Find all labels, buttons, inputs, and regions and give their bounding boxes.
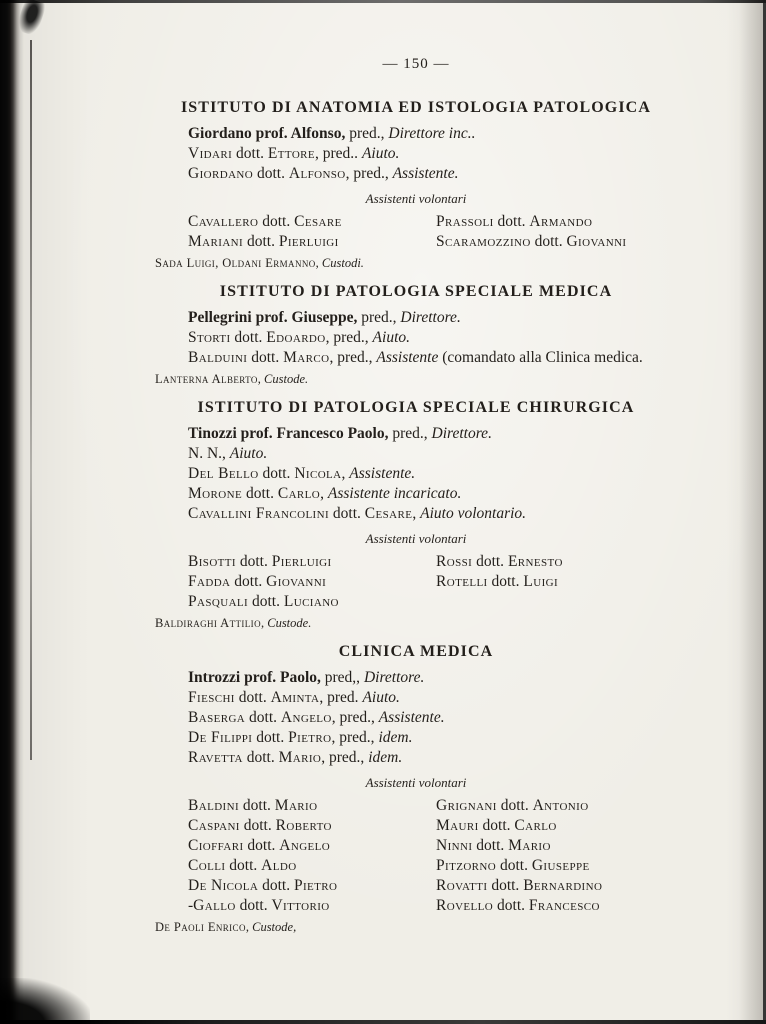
text-segment: Baldiraghi Attilio [155,616,261,630]
text-segment: Assistente. [349,465,416,482]
volunteer-line [436,876,690,896]
text-segment: De Paoli Enrico [155,920,246,934]
text-segment: Aiuto volontario. [420,505,527,522]
text-segment: Giordano prof. Alfonso, [188,125,346,142]
text-segment: dott. [472,837,509,854]
staff-line [142,708,690,728]
text-segment: Rotelli [436,573,488,590]
text-segment: dott. [230,573,267,590]
text-segment: Carlo [277,485,321,502]
text-segment: dott. [496,797,533,814]
text-segment: Antonio [532,797,589,814]
text-segment: dott. [496,857,532,874]
text-segment: Francesco [528,897,600,914]
text-segment: , pred., [325,329,373,346]
text-segment: Mario [274,797,318,814]
text-segment: Baserga [188,709,246,726]
text-segment: , [320,485,328,502]
custodian-line [142,615,690,631]
text-segment: , pred. [319,689,363,706]
text-segment: dott. [242,749,279,766]
section-title: ISTITUTO DI ANATOMIA ED ISTOLOGIA PATOLOGICA [180,99,651,116]
volunteer-column [188,796,436,916]
text-segment: Mauri [436,817,479,834]
volunteer-line [436,856,690,876]
text-segment: Fadda [188,573,231,590]
text-segment: dott. [472,553,508,570]
text-segment: Giovanni [566,233,627,250]
text-segment: Giuseppe [531,857,590,874]
text-segment: Baldini [188,797,240,814]
text-segment: , pred., [331,709,379,726]
text-segment: , [412,505,421,522]
volunteer-column [436,212,690,252]
staff-line [142,164,690,184]
text-segment: Direttore. [431,425,492,442]
text-segment: Pierluigi [278,233,339,250]
text-segment: idem. [368,749,403,766]
volunteer-line [188,572,436,592]
volunteer-line [188,212,436,232]
custodian-line [142,255,690,271]
text-segment: Morone [188,485,243,502]
text-segment: Del Bello [188,465,259,482]
volunteer-line [436,232,690,252]
text-segment: dott. [248,593,284,610]
text-segment: Introzzi prof. Paolo, [188,669,321,686]
text-segment: Cesare [294,213,342,230]
text-segment: Angelo [280,709,332,726]
text-segment: Custode. [267,616,312,630]
text-segment: dott. [258,213,295,230]
text-segment: Mario [278,749,322,766]
text-segment: Pietro [288,729,332,746]
text-segment: Angelo [279,837,331,854]
text-segment: dott. [230,329,267,346]
volunteer-line [436,572,690,592]
text-segment: Pierluigi [271,553,332,570]
text-segment: dott. [253,165,289,182]
volunteer-line [188,232,436,252]
text-segment: Pietro [293,877,338,894]
page-curl-shade [739,0,763,1024]
text-segment: De Nicola [188,877,259,894]
text-segment: Mariani [188,233,244,250]
text-segment: Ninni [436,837,473,854]
volunteer-line [436,836,690,856]
text-segment: Direttore. [363,669,425,686]
text-segment: Assistente. [378,709,445,726]
text-segment: Bisotti [188,553,236,570]
text-segment: Storti [188,329,231,346]
text-segment: Assistente incaricato. [327,485,462,502]
text-segment: dott. [530,233,567,250]
text-segment: Carlo [514,817,557,834]
volunteer-line [188,816,436,836]
text-segment: Caspani [188,817,240,834]
text-segment: dott. [232,145,268,162]
text-segment: Tinozzi prof. Francesco Paolo, [188,425,389,442]
text-segment: Sada Luigi, Oldani Ermanno [155,256,316,270]
text-segment: dott. [493,213,530,230]
text-segment: Aiuto. [362,689,400,706]
text-segment: Aldo [261,857,297,874]
spine-crease-line [30,40,32,760]
text-segment: Mario [508,837,551,854]
scan-edge-top [0,0,766,3]
text-segment: , [245,920,253,934]
text-segment: dott. [487,573,524,590]
text-segment: Cavallero [188,213,259,230]
binding-edge-shadow [0,0,24,1024]
text-segment: dott. [329,505,365,522]
volunteer-line [188,856,436,876]
volunteer-line [188,836,436,856]
text-segment: Balduini [188,349,248,366]
text-segment: Edoardo [266,329,326,346]
text-segment: Aiuto. [372,329,411,346]
text-segment: Assistente. [392,165,459,182]
text-segment: Cioffari [188,837,244,854]
volunteer-column [188,212,436,252]
text-segment: Ravetta [188,749,243,766]
text-segment: Colli [188,857,226,874]
text-segment: Gallo [193,897,236,914]
text-segment: dott. [258,465,295,482]
text-segment: dott. [243,837,280,854]
text-segment: Pasquali [188,593,249,610]
text-segment: , [341,465,350,482]
text-segment: Luigi [523,573,559,590]
volunteer-column [436,552,690,612]
text-segment: Pitzorno [436,857,497,874]
text-segment: , pred., [331,729,379,746]
text-segment: Rovatti [436,877,488,894]
text-segment: Nicola [294,465,342,482]
custodian-line [142,371,690,387]
institute-section [142,283,690,387]
text-segment: dott. [487,877,524,894]
text-segment: dott. [242,485,278,502]
section-title: ISTITUTO DI PATOLOGIA SPECIALE MEDICA [219,283,613,300]
volunteer-line [436,552,690,572]
text-segment: Luciano [283,593,339,610]
staff-line [142,444,690,464]
staff-line [142,484,690,504]
volunteer-line [188,876,436,896]
volunteer-line [436,212,690,232]
institute-section [142,643,690,935]
staff-line [142,348,690,368]
text-segment: Rovello [436,897,494,914]
staff-line [142,668,690,688]
text-segment: dott. [245,709,281,726]
volunteer-line [436,796,690,816]
text-segment: Armando [529,213,593,230]
scan-corner-blob [0,978,90,1024]
volunteers-heading: Assistenti volontari [365,531,467,546]
text-segment: Cesare [364,505,413,522]
text-segment: Fieschi [188,689,235,706]
text-segment: pred., [357,309,401,326]
text-segment: Bernardino [523,877,603,894]
text-segment: dott. [252,729,289,746]
text-segment: dott. [258,877,294,894]
text-segment: Roberto [275,817,332,834]
text-segment: Custodi. [321,256,364,270]
text-segment: De Filippi [188,729,253,746]
volunteer-line [188,592,436,612]
text-segment: Aminta [270,689,320,706]
text-segment: Custode, [252,920,297,934]
staff-line [142,308,690,328]
staff-line [142,144,690,164]
text-segment: dott. [493,897,529,914]
volunteer-column [188,552,436,612]
volunteer-line [188,896,436,916]
text-segment: Lanterna Alberto [155,372,258,386]
section-title: ISTITUTO DI PATOLOGIA SPECIALE CHIRURGICA [197,399,635,416]
text-segment: Ettore [267,145,316,162]
text-segment: , pred.. [315,145,362,162]
institute-section [142,99,690,271]
text-segment: Assistente [376,349,439,366]
volunteer-line [436,896,690,916]
volunteer-columns [188,796,690,916]
text-segment: , pred., [321,749,369,766]
text-segment: Prassoli [436,213,494,230]
text-segment: , [315,256,322,270]
page-content [142,56,690,937]
text-segment: (comandato alla Clinica medica. [438,349,643,366]
text-segment: , [257,372,265,386]
text-segment: Marco [283,349,330,366]
text-segment: N. N., [188,445,230,462]
text-segment: pred., [345,125,389,142]
text-segment: pred., [388,425,432,442]
text-segment: Scaramozzino [436,233,531,250]
text-segment: dott. [234,689,271,706]
staff-line [142,688,690,708]
text-segment: Vittorio [271,897,330,914]
scan-edge-bottom [0,1020,766,1024]
text-segment: , pred., [345,165,393,182]
custodian-line [142,919,690,935]
text-segment: Custode. [264,372,309,386]
text-segment: Direttore inc.. [388,125,476,142]
text-segment: Cavallini Francolini [188,505,330,522]
text-segment: Vidari [188,145,233,162]
text-segment: Grignani [436,797,497,814]
staff-line [142,748,690,768]
page-number: — 150 — [382,56,450,72]
volunteer-column [436,796,690,916]
text-segment: Aiuto. [361,145,400,162]
staff-line [142,504,690,524]
text-segment: dott. [235,897,272,914]
text-segment: pred,, [320,669,364,686]
volunteer-columns [188,212,690,252]
text-segment: dott. [247,349,284,366]
institute-section [142,399,690,631]
text-segment: dott. [478,817,515,834]
text-segment: Giordano [188,165,254,182]
text-segment: Pellegrini prof. Giuseppe, [188,309,358,326]
section-title: CLINICA MEDICA [338,643,494,660]
sections-container [142,99,690,935]
volunteer-line [188,552,436,572]
volunteers-heading: Assistenti volontari [365,775,467,790]
text-segment: dott. [239,817,276,834]
text-segment: Ernesto [507,553,563,570]
staff-line [142,424,690,444]
staff-line [142,464,690,484]
text-segment: dott. [225,857,262,874]
text-segment: Alfonso [288,165,346,182]
staff-line [142,328,690,348]
volunteer-line [188,796,436,816]
text-segment: dott. [243,233,279,250]
text-segment: idem. [378,729,413,746]
text-segment: Giovanni [266,573,327,590]
volunteer-line [436,816,690,836]
volunteer-columns [188,552,690,612]
text-segment: dott. [239,797,275,814]
text-segment: Direttore. [400,309,461,326]
text-segment: dott. [235,553,272,570]
text-segment: , pred., [329,349,377,366]
text-segment: Aiuto. [229,445,268,462]
staff-line [142,124,690,144]
text-segment: Rossi [436,553,473,570]
staff-line [142,728,690,748]
text-segment: , [260,616,268,630]
volunteers-heading: Assistenti volontari [365,191,467,206]
text-segment: - [188,897,194,914]
